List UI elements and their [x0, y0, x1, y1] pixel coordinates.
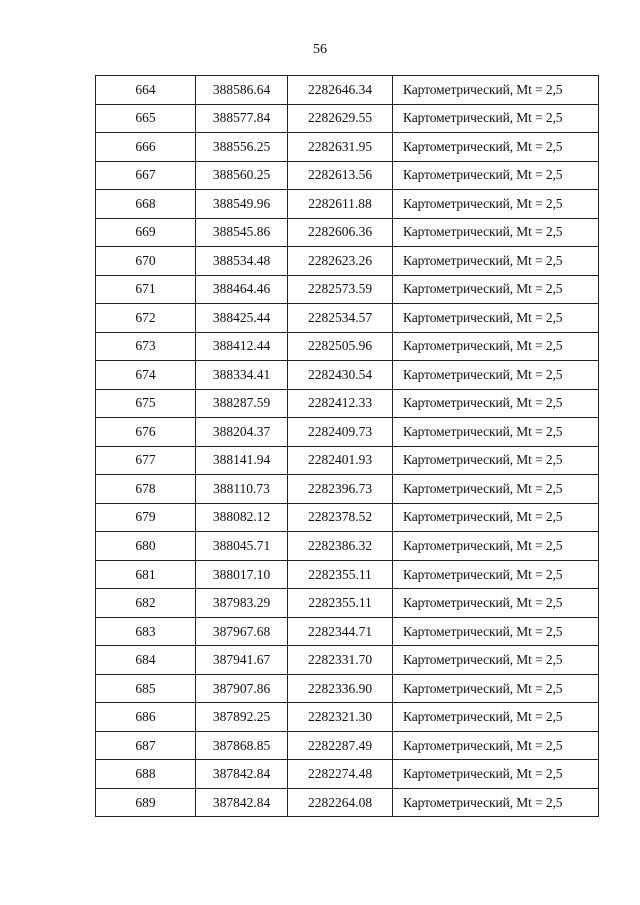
y-coordinate-cell: 2282573.59 — [288, 275, 393, 304]
x-coordinate-cell: 388560.25 — [196, 161, 288, 190]
table-row — [96, 304, 599, 333]
y-coordinate-cell: 2282396.73 — [288, 475, 393, 504]
method-cell: Картометрический, Mt = 2,5 — [393, 76, 599, 105]
method-cell: Картометрический, Mt = 2,5 — [393, 133, 599, 162]
table-row — [96, 731, 599, 760]
x-coordinate-cell: 387941.67 — [196, 646, 288, 675]
y-coordinate-cell: 2282430.54 — [288, 361, 393, 390]
x-coordinate-cell: 387842.84 — [196, 788, 288, 817]
y-coordinate-cell: 2282611.88 — [288, 190, 393, 219]
x-coordinate-cell: 388082.12 — [196, 503, 288, 532]
x-coordinate-cell: 388110.73 — [196, 475, 288, 504]
method-cell: Картометрический, Mt = 2,5 — [393, 503, 599, 532]
x-coordinate-cell: 388334.41 — [196, 361, 288, 390]
y-coordinate-cell: 2282629.55 — [288, 104, 393, 133]
y-coordinate-cell: 2282631.95 — [288, 133, 393, 162]
x-coordinate-cell: 388204.37 — [196, 418, 288, 447]
table-row — [96, 532, 599, 561]
method-cell: Картометрический, Mt = 2,5 — [393, 418, 599, 447]
point-number-cell: 674 — [96, 361, 196, 390]
table-row — [96, 104, 599, 133]
x-coordinate-cell: 387842.84 — [196, 760, 288, 789]
point-number-cell: 683 — [96, 617, 196, 646]
y-coordinate-cell: 2282355.11 — [288, 560, 393, 589]
point-number-cell: 686 — [96, 703, 196, 732]
y-coordinate-cell: 2282344.71 — [288, 617, 393, 646]
point-number-cell: 669 — [96, 218, 196, 247]
x-coordinate-cell: 388464.46 — [196, 275, 288, 304]
table-row — [96, 788, 599, 817]
table-row — [96, 646, 599, 675]
x-coordinate-cell: 388534.48 — [196, 247, 288, 276]
table-row — [96, 760, 599, 789]
table-row — [96, 161, 599, 190]
y-coordinate-cell: 2282534.57 — [288, 304, 393, 333]
point-number-cell: 688 — [96, 760, 196, 789]
method-cell: Картометрический, Mt = 2,5 — [393, 332, 599, 361]
y-coordinate-cell: 2282505.96 — [288, 332, 393, 361]
point-number-cell: 680 — [96, 532, 196, 561]
point-number-cell: 667 — [96, 161, 196, 190]
point-number-cell: 676 — [96, 418, 196, 447]
point-number-cell: 673 — [96, 332, 196, 361]
table-row — [96, 218, 599, 247]
point-number-cell: 685 — [96, 674, 196, 703]
point-number-cell: 679 — [96, 503, 196, 532]
method-cell: Картометрический, Mt = 2,5 — [393, 389, 599, 418]
method-cell: Картометрический, Mt = 2,5 — [393, 703, 599, 732]
coordinates-table-body — [96, 76, 599, 817]
table-row — [96, 418, 599, 447]
x-coordinate-cell: 387907.86 — [196, 674, 288, 703]
y-coordinate-cell: 2282331.70 — [288, 646, 393, 675]
coordinates-table — [95, 75, 599, 817]
method-cell: Картометрический, Mt = 2,5 — [393, 190, 599, 219]
x-coordinate-cell: 388141.94 — [196, 446, 288, 475]
y-coordinate-cell: 2282409.73 — [288, 418, 393, 447]
point-number-cell: 671 — [96, 275, 196, 304]
point-number-cell: 664 — [96, 76, 196, 105]
y-coordinate-cell: 2282623.26 — [288, 247, 393, 276]
point-number-cell: 689 — [96, 788, 196, 817]
y-coordinate-cell: 2282355.11 — [288, 589, 393, 618]
point-number-cell: 670 — [96, 247, 196, 276]
method-cell: Картометрический, Mt = 2,5 — [393, 304, 599, 333]
method-cell: Картометрический, Mt = 2,5 — [393, 617, 599, 646]
table-row — [96, 446, 599, 475]
method-cell: Картометрический, Mt = 2,5 — [393, 361, 599, 390]
y-coordinate-cell: 2282336.90 — [288, 674, 393, 703]
x-coordinate-cell: 388577.84 — [196, 104, 288, 133]
method-cell: Картометрический, Mt = 2,5 — [393, 475, 599, 504]
method-cell: Картометрический, Mt = 2,5 — [393, 731, 599, 760]
x-coordinate-cell: 388586.64 — [196, 76, 288, 105]
table-row — [96, 247, 599, 276]
y-coordinate-cell: 2282412.33 — [288, 389, 393, 418]
y-coordinate-cell: 2282264.08 — [288, 788, 393, 817]
x-coordinate-cell: 388425.44 — [196, 304, 288, 333]
point-number-cell: 677 — [96, 446, 196, 475]
y-coordinate-cell: 2282401.93 — [288, 446, 393, 475]
point-number-cell: 682 — [96, 589, 196, 618]
x-coordinate-cell: 388556.25 — [196, 133, 288, 162]
page-number: 56 — [313, 42, 327, 57]
method-cell: Картометрический, Mt = 2,5 — [393, 589, 599, 618]
y-coordinate-cell: 2282646.34 — [288, 76, 393, 105]
method-cell: Картометрический, Mt = 2,5 — [393, 788, 599, 817]
method-cell: Картометрический, Mt = 2,5 — [393, 275, 599, 304]
point-number-cell: 684 — [96, 646, 196, 675]
table-row — [96, 475, 599, 504]
method-cell: Картометрический, Mt = 2,5 — [393, 218, 599, 247]
point-number-cell: 665 — [96, 104, 196, 133]
x-coordinate-cell: 388412.44 — [196, 332, 288, 361]
table-row — [96, 361, 599, 390]
x-coordinate-cell: 388017.10 — [196, 560, 288, 589]
table-row — [96, 275, 599, 304]
x-coordinate-cell: 388287.59 — [196, 389, 288, 418]
x-coordinate-cell: 387892.25 — [196, 703, 288, 732]
table-row — [96, 589, 599, 618]
table-row — [96, 703, 599, 732]
table-row — [96, 76, 599, 105]
x-coordinate-cell: 387983.29 — [196, 589, 288, 618]
x-coordinate-cell: 387967.68 — [196, 617, 288, 646]
method-cell: Картометрический, Mt = 2,5 — [393, 161, 599, 190]
x-coordinate-cell: 388545.86 — [196, 218, 288, 247]
point-number-cell: 678 — [96, 475, 196, 504]
table-row — [96, 190, 599, 219]
table-row — [96, 617, 599, 646]
point-number-cell: 666 — [96, 133, 196, 162]
y-coordinate-cell: 2282613.56 — [288, 161, 393, 190]
x-coordinate-cell: 388045.71 — [196, 532, 288, 561]
table-row — [96, 560, 599, 589]
point-number-cell: 672 — [96, 304, 196, 333]
point-number-cell: 681 — [96, 560, 196, 589]
y-coordinate-cell: 2282386.32 — [288, 532, 393, 561]
table-row — [96, 503, 599, 532]
method-cell: Картометрический, Mt = 2,5 — [393, 104, 599, 133]
method-cell: Картометрический, Mt = 2,5 — [393, 560, 599, 589]
y-coordinate-cell: 2282321.30 — [288, 703, 393, 732]
x-coordinate-cell: 388549.96 — [196, 190, 288, 219]
method-cell: Картометрический, Mt = 2,5 — [393, 247, 599, 276]
table-row — [96, 674, 599, 703]
method-cell: Картометрический, Mt = 2,5 — [393, 446, 599, 475]
method-cell: Картометрический, Mt = 2,5 — [393, 646, 599, 675]
point-number-cell: 675 — [96, 389, 196, 418]
y-coordinate-cell: 2282606.36 — [288, 218, 393, 247]
y-coordinate-cell: 2282287.49 — [288, 731, 393, 760]
table-row — [96, 389, 599, 418]
y-coordinate-cell: 2282378.52 — [288, 503, 393, 532]
method-cell: Картометрический, Mt = 2,5 — [393, 532, 599, 561]
method-cell: Картометрический, Mt = 2,5 — [393, 760, 599, 789]
method-cell: Картометрический, Mt = 2,5 — [393, 674, 599, 703]
point-number-cell: 668 — [96, 190, 196, 219]
y-coordinate-cell: 2282274.48 — [288, 760, 393, 789]
table-row — [96, 332, 599, 361]
x-coordinate-cell: 387868.85 — [196, 731, 288, 760]
point-number-cell: 687 — [96, 731, 196, 760]
table-row — [96, 133, 599, 162]
